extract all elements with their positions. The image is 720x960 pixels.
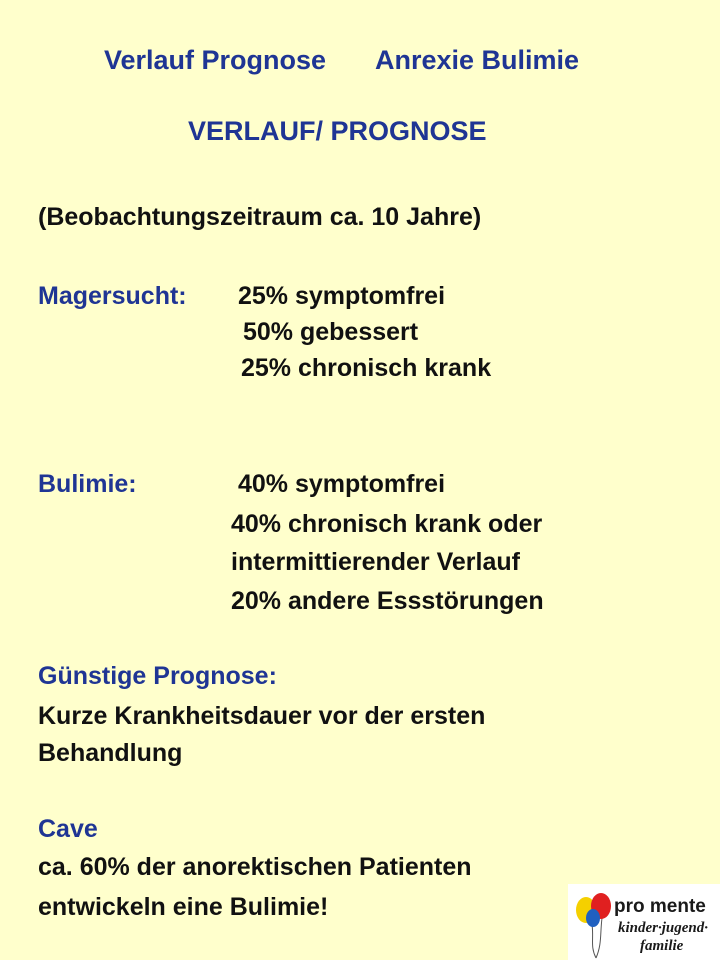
pro-mente-logo	[568, 884, 720, 960]
logo-name: pro mente	[614, 896, 706, 917]
logo-line3: familie	[640, 938, 684, 954]
title-part2: Anrexie Bulimie	[375, 45, 580, 75]
bulimie-item: 20% andere Essstörungen	[231, 587, 544, 615]
bulimie-item: intermittierender Verlauf	[231, 548, 520, 576]
balloons-icon	[572, 884, 618, 960]
bulimie-label: Bulimie:	[38, 470, 137, 498]
subtitle: VERLAUF/ PROGNOSE	[188, 116, 487, 146]
magersucht-item: 50% gebessert	[243, 318, 419, 346]
bulimie-item: 40% chronisch krank oder	[231, 510, 543, 538]
cave-line: entwickeln eine Bulimie!	[38, 893, 329, 921]
prognose-line: Kurze Krankheitsdauer vor der ersten	[38, 702, 486, 730]
magersucht-item: 25% symptomfrei	[238, 282, 446, 310]
prognose-line: Behandlung	[38, 739, 183, 767]
logo-line2: kinder·jugend·	[618, 920, 709, 936]
prognose-label: Günstige Prognose:	[38, 662, 277, 690]
observation-period: (Beobachtungszeitraum ca. 10 Jahre)	[38, 203, 482, 231]
bulimie-item: 40% symptomfrei	[238, 470, 446, 498]
cave-label: Cave	[38, 815, 98, 843]
magersucht-label: Magersucht:	[38, 282, 187, 310]
title-part1: Verlauf Prognose	[104, 45, 327, 75]
magersucht-item: 25% chronisch krank	[241, 354, 492, 382]
cave-line: ca. 60% der anorektischen Patienten	[38, 853, 472, 881]
